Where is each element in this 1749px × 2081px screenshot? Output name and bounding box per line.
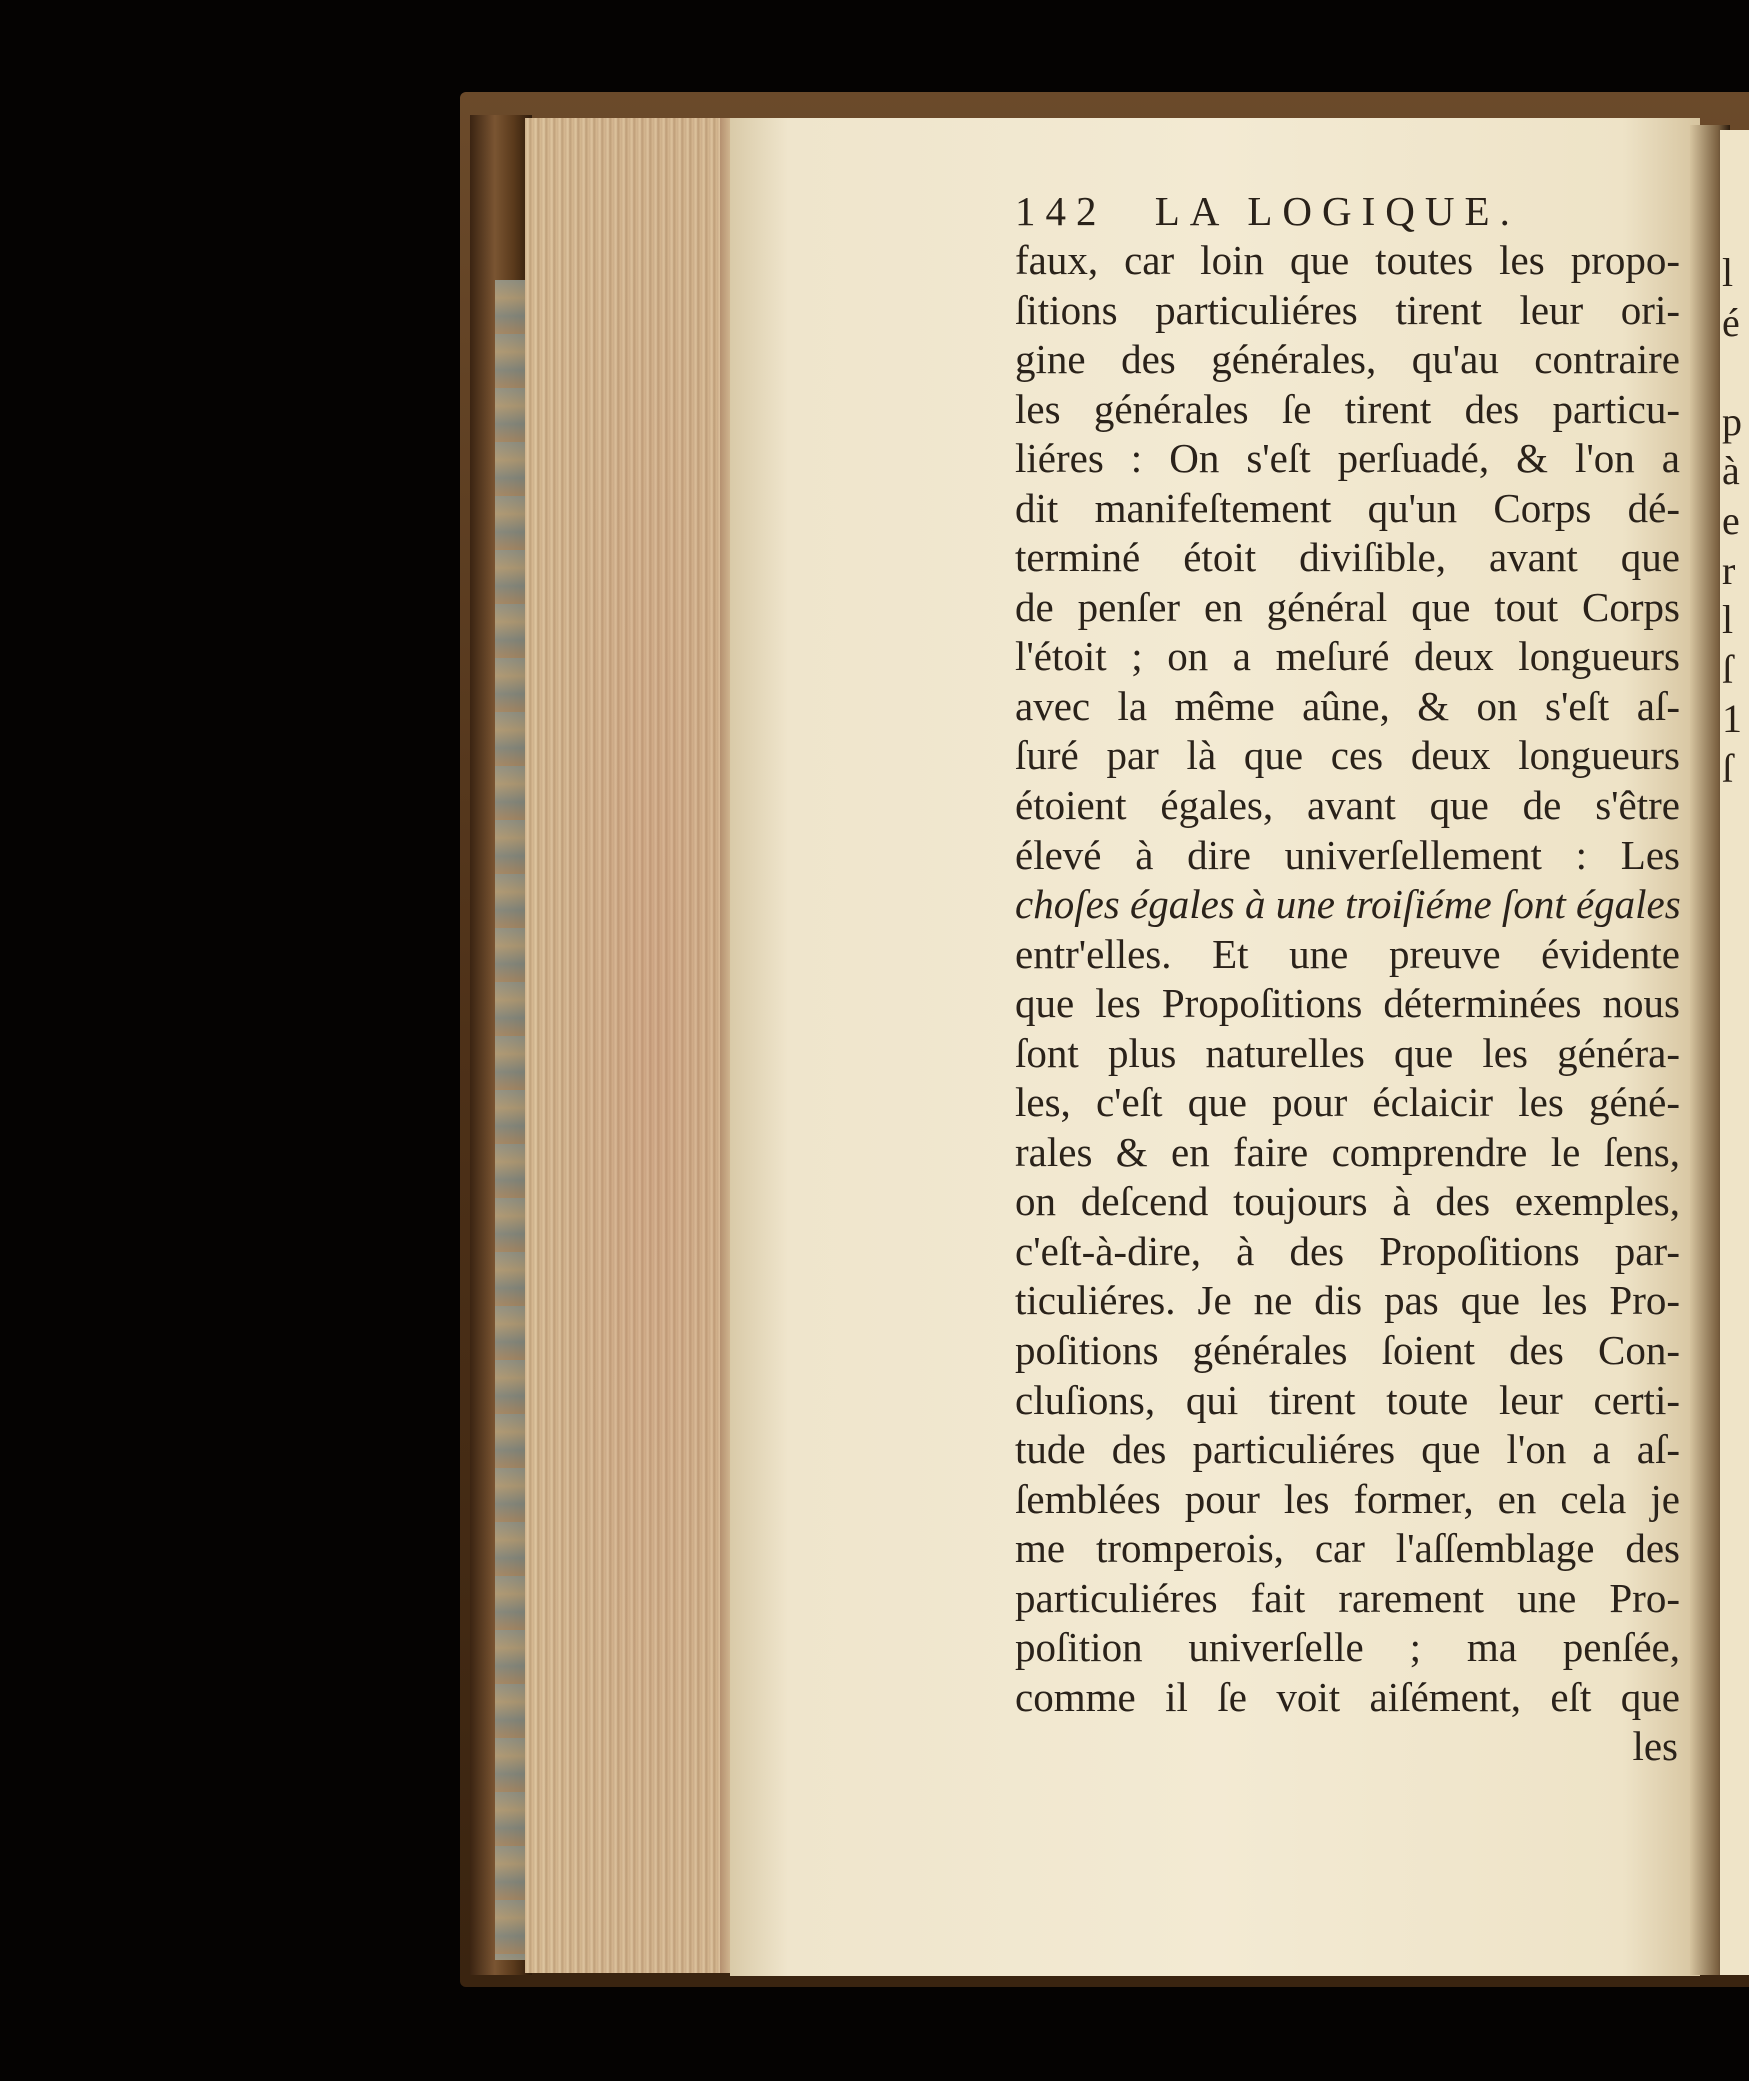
- text-line: rales & en faire comprendre le ſens,: [1015, 1128, 1680, 1175]
- text-line: comme il ſe voit aiſément, eſt que: [1015, 1673, 1680, 1720]
- text-line: les générales ſe tirent des particu-: [1015, 385, 1680, 432]
- text-line: cluſions, qui tirent toute leur certi-: [1015, 1376, 1680, 1423]
- text-line: c'eſt-à-dire, à des Propoſitions par-: [1015, 1227, 1680, 1274]
- running-header: [1015, 186, 1680, 236]
- text-line: ſemblées pour les former, en cela je: [1015, 1475, 1680, 1522]
- text-line: étoient égales, avant que de s'être: [1015, 782, 1680, 829]
- text-line: avec la même aûne, & on s'eſt aſ-: [1015, 682, 1680, 729]
- text-line: ſitions particuliéres tirent leur ori-: [1015, 286, 1680, 333]
- text-line: élevé à dire univerſellement : Les: [1015, 831, 1680, 878]
- text-line: me tromperois, car l'aſſemblage des: [1015, 1525, 1680, 1572]
- text-line: les, c'eſt que pour éclaicir les géné-: [1015, 1079, 1680, 1126]
- page-number: 142: [1015, 188, 1107, 234]
- text-line: que les Propoſitions déterminées nous: [1015, 980, 1680, 1027]
- text-line: liéres : On s'eſt perſuadé, & l'on a: [1015, 435, 1680, 482]
- text-line: ſuré par là que ces deux longueurs: [1015, 732, 1680, 779]
- text-line: dit manifeſtement qu'un Corps dé-: [1015, 484, 1680, 531]
- text-line: on deſcend toujours à des exemples,: [1015, 1178, 1680, 1225]
- text-line: tude des particuliéres que l'on a aſ-: [1015, 1426, 1680, 1473]
- text-line: de penſer en général que tout Corps: [1015, 583, 1680, 630]
- catchword: les: [1632, 1723, 1678, 1770]
- text-line: poſition univerſelle ; ma penſée,: [1015, 1624, 1680, 1671]
- text-line-italic: choſes égales à une troiſiéme ſont égales: [1015, 881, 1681, 928]
- running-title: LA LOGIQUE.: [1154, 188, 1520, 234]
- text-line: particuliéres fait rarement une Pro-: [1015, 1574, 1680, 1621]
- facing-page-text: l é p à e r l ſ 1 ſ: [1722, 250, 1742, 791]
- text-line: ticuliéres. Je ne dis pas que les Pro-: [1015, 1277, 1680, 1324]
- page-edge-staining: [540, 118, 730, 1973]
- text-line: faux, car loin que toutes les propo-: [1015, 237, 1680, 283]
- text-line: gine des générales, qu'au contraire: [1015, 336, 1680, 383]
- text-line: terminé étoit diviſible, avant que: [1015, 534, 1680, 581]
- text-line: l'étoit ; on a meſuré deux longueurs: [1015, 633, 1680, 680]
- text-line: poſitions générales ſoient des Con-: [1015, 1327, 1680, 1374]
- page-text-block: [1015, 186, 1680, 1772]
- text-line: ſont plus naturelles que les généra-: [1015, 1029, 1680, 1076]
- text-line: entr'elles. Et une preuve évidente: [1015, 930, 1680, 977]
